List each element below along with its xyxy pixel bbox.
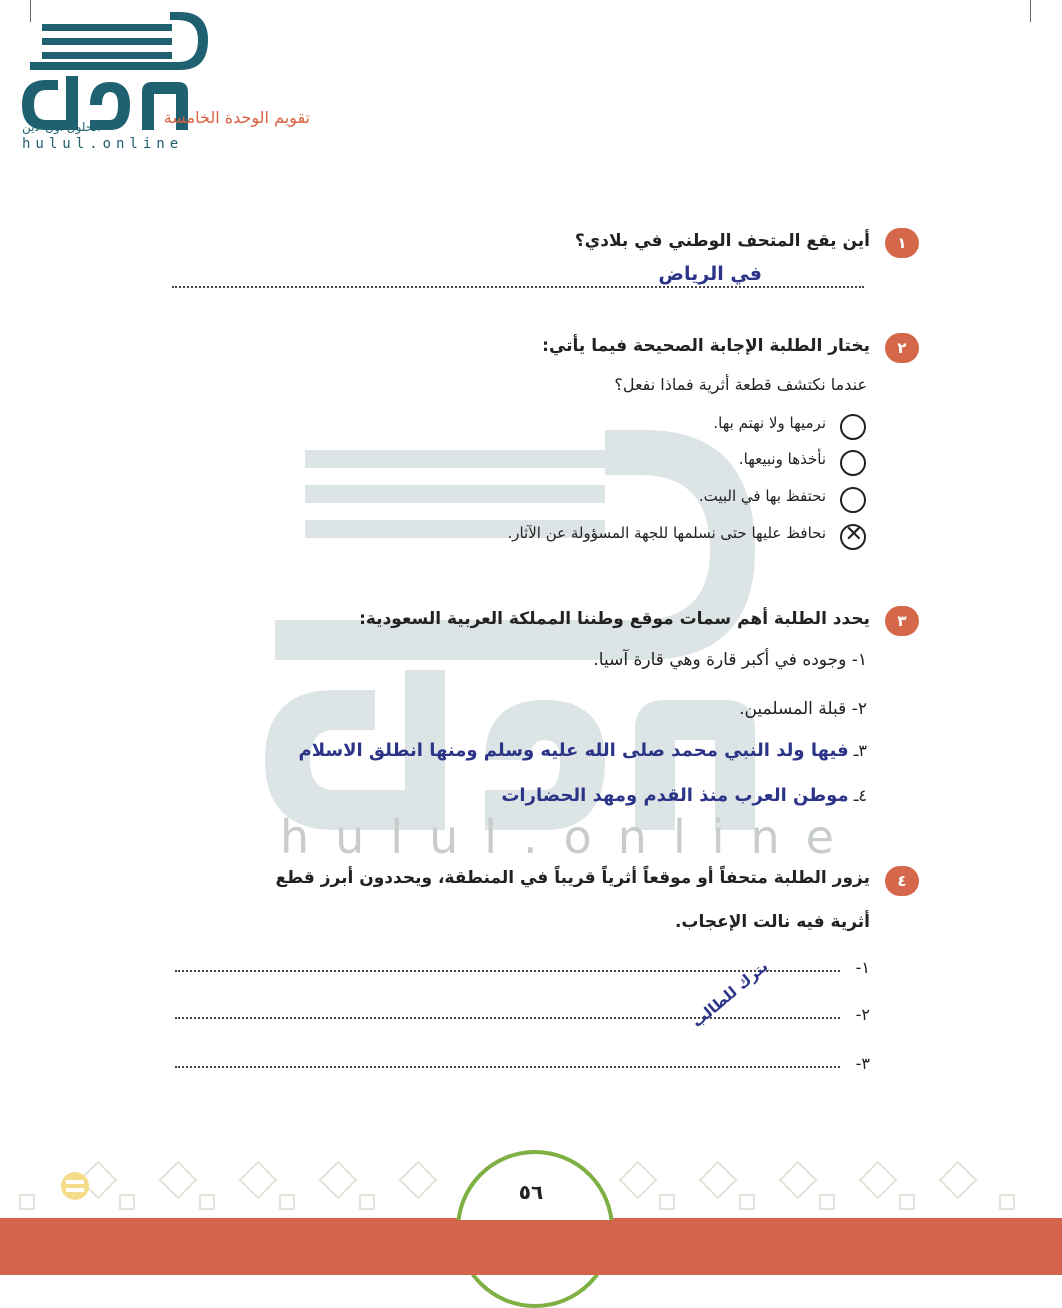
x-mark-icon: ✕ bbox=[844, 522, 863, 547]
item-prefix: ١- bbox=[851, 650, 867, 670]
answer-line[interactable] bbox=[175, 1066, 840, 1068]
handwritten-note: يترك للطالب bbox=[688, 957, 772, 1031]
question-3-text: يحدد الطلبة أهم سمات موقع وطننا المملكة العربية السعودية: bbox=[359, 609, 870, 629]
option-label: نرميها ولا نهتم بها. bbox=[713, 414, 826, 432]
logo-url: hulul.online bbox=[22, 136, 184, 152]
item-answer-text: موطن العرب منذ القدم ومهد الحضارات bbox=[501, 785, 849, 806]
blank-prefix: ٣- bbox=[855, 1054, 870, 1073]
item-prefix: ٣ـ bbox=[853, 741, 867, 760]
item-text: وجوده في أكبر قارة وهي قارة آسيا. bbox=[593, 650, 847, 670]
page-number: ٥٦ bbox=[518, 1180, 544, 1204]
watermark-text: hulul.online bbox=[280, 810, 860, 864]
item-answer-text: فيها ولد النبي محمد صلى الله عليه وسلم ومنها انطلق الاسلام bbox=[298, 740, 849, 761]
question-4-text-line1: يزور الطلبة متحفاً أو موقعاً أثرياً قريباً في المنطقة، ويحددون أبرز قطع bbox=[275, 868, 870, 888]
crop-mark bbox=[1030, 0, 1031, 22]
item-text: قبلة المسلمين. bbox=[739, 699, 847, 719]
list-item bbox=[739, 699, 867, 719]
question-number-badge: ٣ bbox=[885, 606, 919, 636]
radio-circle-icon[interactable] bbox=[840, 414, 866, 440]
item-prefix: ٢- bbox=[851, 699, 867, 719]
option-label: نحتفظ بها في البيت. bbox=[698, 487, 826, 505]
logo-subtitle: الحلول اون لاين bbox=[22, 120, 101, 134]
item-prefix: ٤ـ bbox=[853, 786, 867, 805]
option-3[interactable] bbox=[366, 487, 866, 513]
question-number-badge: ٤ bbox=[885, 866, 919, 896]
blank-prefix: ٢- bbox=[855, 1005, 870, 1024]
question-1-text: أين يقع المتحف الوطني في بلادي؟ bbox=[574, 231, 870, 251]
option-4-selected[interactable] bbox=[366, 524, 866, 550]
question-2-prompt: عندما نكتشف قطعة أثرية فماذا نفعل؟ bbox=[614, 375, 867, 394]
question-1-answer: في الرياض bbox=[658, 263, 762, 285]
footer-band-overlay bbox=[0, 1220, 1062, 1275]
unit-title: تقويم الوحدة الخامسة bbox=[163, 108, 310, 127]
question-2-text: يختار الطلبة الإجابة الصحيحة فيما يأتي: bbox=[542, 336, 870, 356]
blank-prefix: ١- bbox=[855, 958, 870, 977]
option-2[interactable] bbox=[366, 450, 866, 476]
list-item bbox=[593, 650, 867, 670]
question-4-text-line2: أثرية فيه نالت الإعجاب. bbox=[674, 912, 870, 932]
answer-line bbox=[172, 286, 864, 288]
answer-line[interactable] bbox=[175, 1017, 840, 1019]
list-item bbox=[299, 740, 867, 761]
option-label: نأخذها ونبيعها. bbox=[738, 450, 826, 468]
option-label: نحافظ عليها حتى نسلمها للجهة المسؤولة عن الآثار. bbox=[507, 524, 826, 542]
question-number-badge: ١ bbox=[885, 228, 919, 258]
list-item bbox=[501, 785, 867, 806]
option-1[interactable] bbox=[366, 414, 866, 440]
question-number-badge: ٢ bbox=[885, 333, 919, 363]
radio-circle-icon[interactable] bbox=[840, 487, 866, 513]
radio-circle-icon[interactable] bbox=[840, 450, 866, 476]
